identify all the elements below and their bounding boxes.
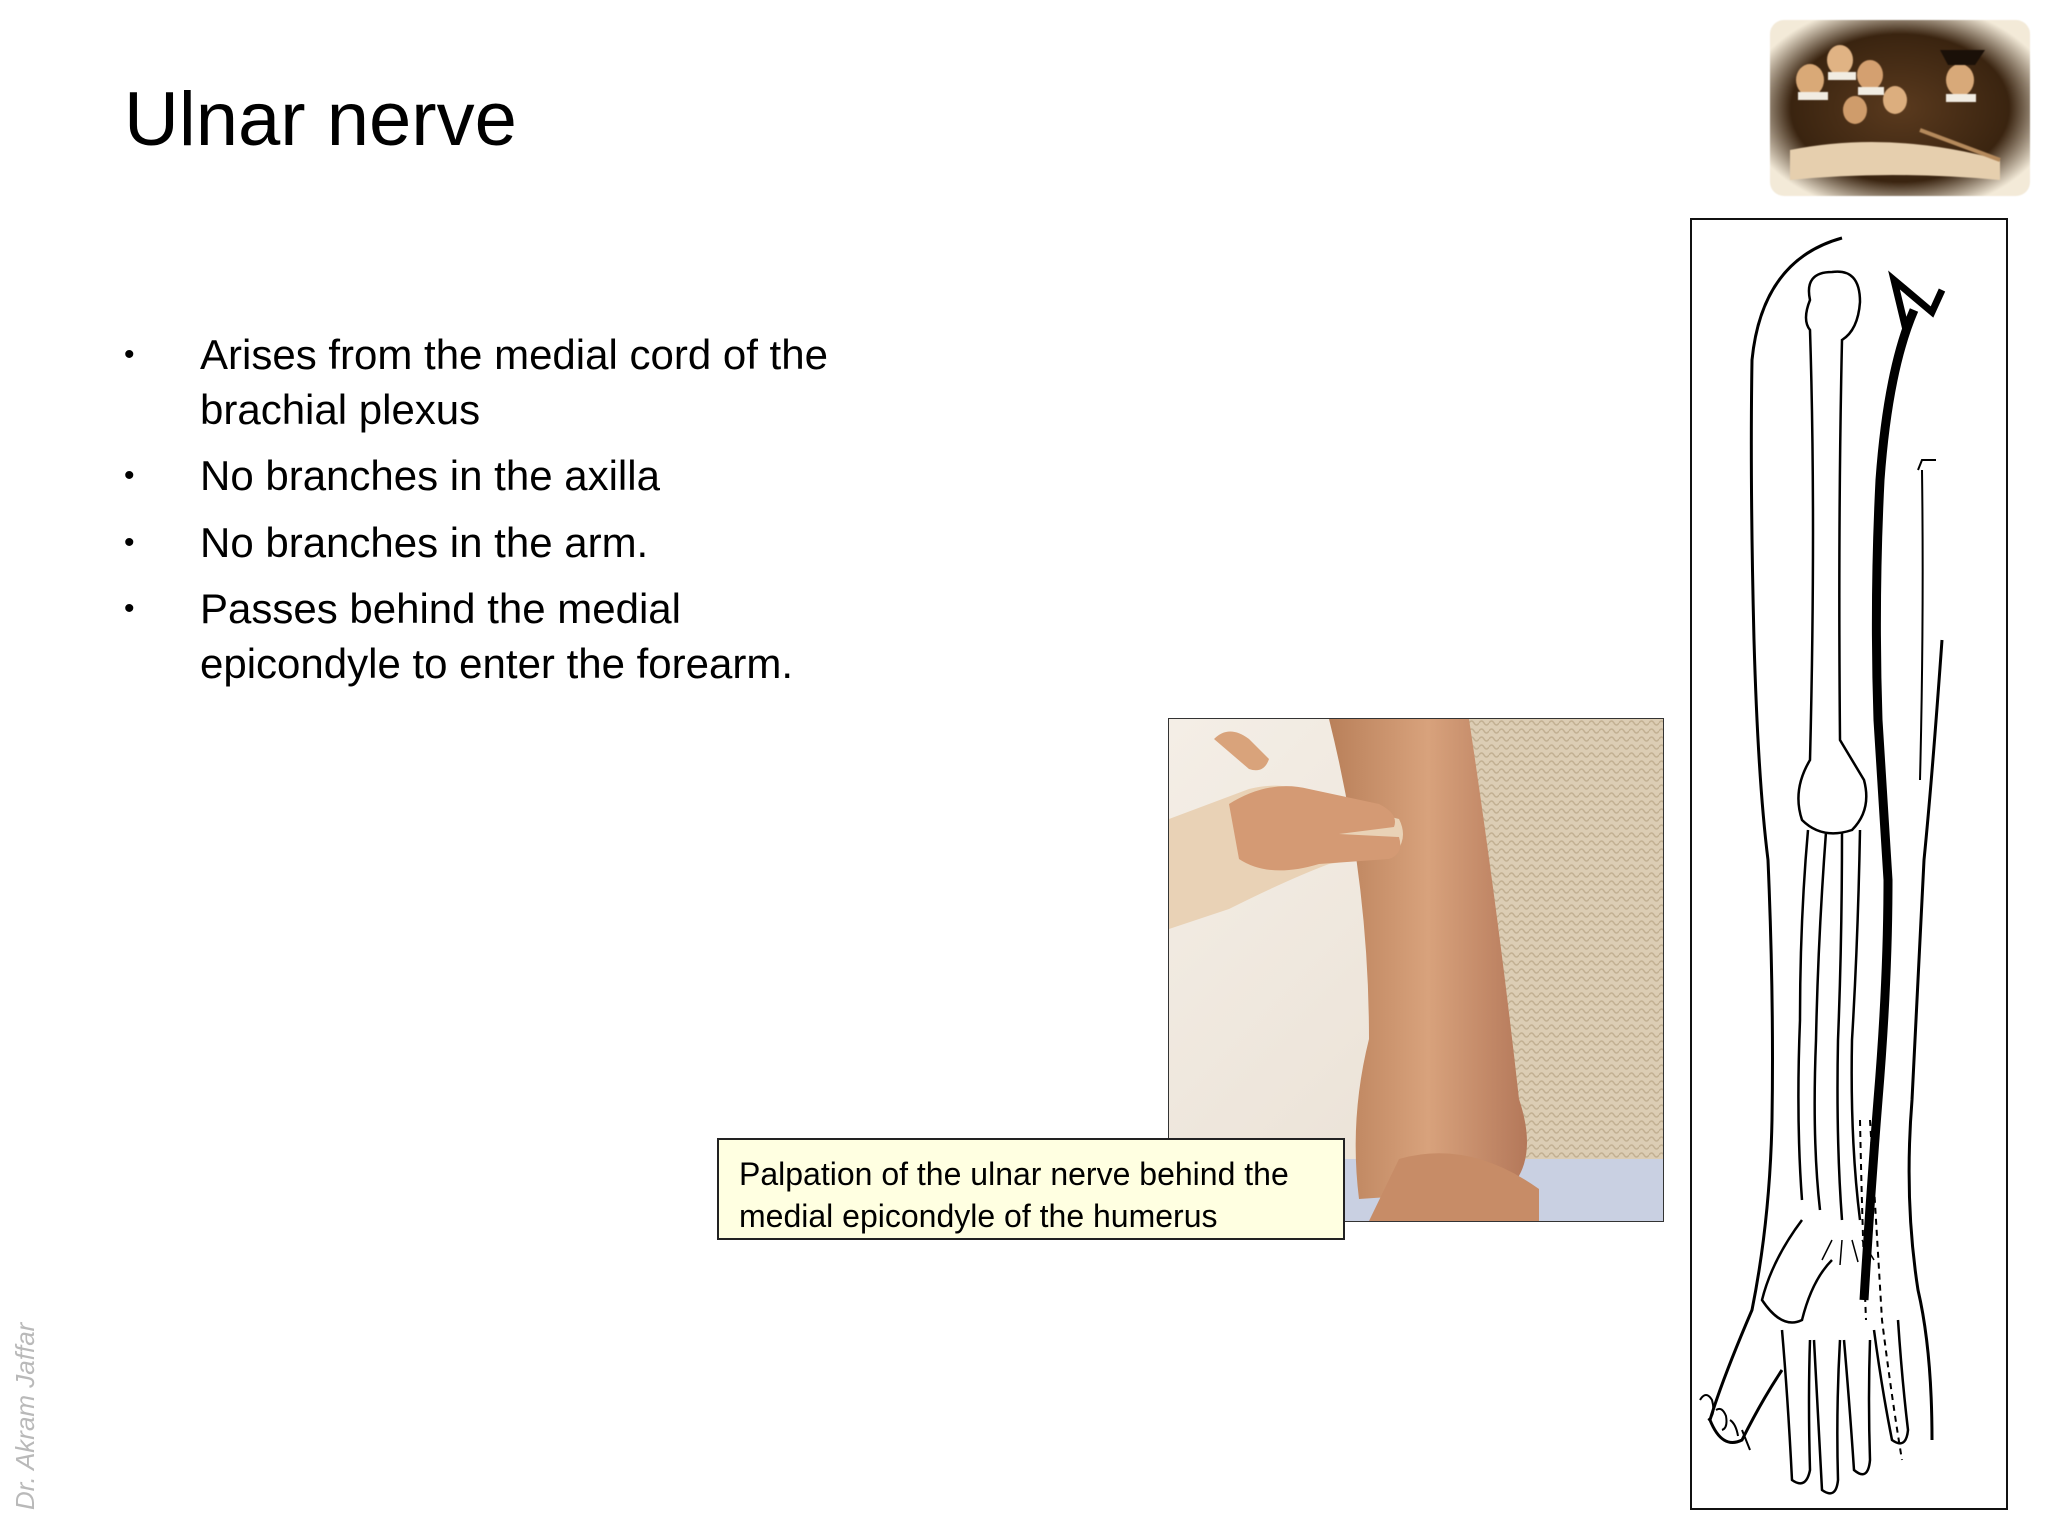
bullet-text: No branches in the arm. [200, 518, 649, 566]
bullet-icon: • [124, 338, 135, 371]
bullet-list [124, 328, 884, 704]
bullet-text: Passes behind the medial epicondyle to enter the forearm. [200, 585, 794, 687]
bullet-text: No branches in the axilla [200, 452, 660, 500]
bullet-icon: • [124, 459, 135, 493]
ulnar-nerve-course-drawing-icon [1690, 218, 2008, 1510]
author-watermark: Dr. Akram Jaffar [10, 1322, 40, 1510]
bullet-icon: • [124, 525, 135, 559]
bullet-item [124, 516, 884, 571]
slide-title: Ulnar nerve [124, 77, 517, 162]
bullet-item [124, 582, 884, 691]
bullet-item [124, 328, 884, 437]
photo-caption: Palpation of the ulnar nerve behind the medial epicondyle of the humerus [717, 1138, 1345, 1240]
bullet-icon: • [124, 592, 135, 626]
anatomy-lesson-painting-icon [1770, 20, 2030, 196]
bullet-item [124, 449, 884, 504]
bullet-text: Arises from the medial cord of the brachial plexus [200, 331, 828, 433]
